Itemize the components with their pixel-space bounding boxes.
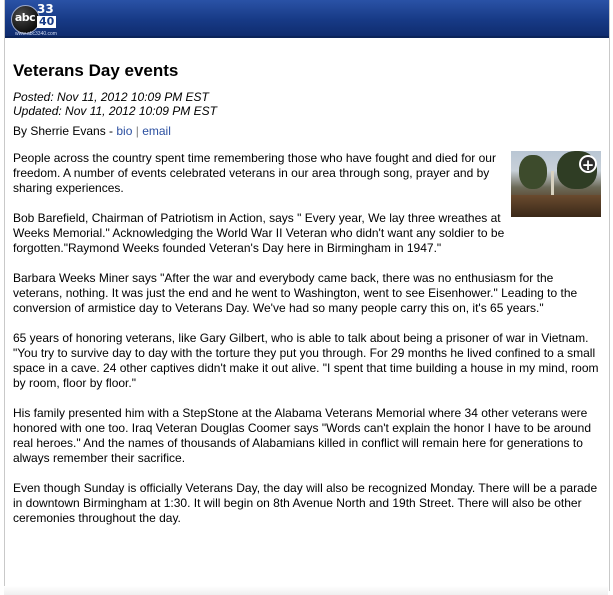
article-paragraph: People across the country spent time remembering those who have fought and died for our freedom. A number of events celebrated veterans in our area through song, prayer and by sharing experiences.: [13, 151, 496, 195]
station-logo[interactable]: [11, 2, 59, 36]
article-photo[interactable]: [511, 151, 601, 217]
byline: [13, 124, 601, 139]
byline-separator: |: [135, 124, 139, 138]
logo-abc-text: abc: [14, 11, 36, 24]
photo-tree: [519, 155, 547, 189]
article-paragraph: 65 years of honoring veterans, like Gary Gilbert, who is able to talk about being a prisoner of war in Vietnam. "You try to survive day to day with the torture they put you through. For 29 months he lived confined to a small space in a cave. 24 other captives didn't make it out alive. "I spent that time building a house in my mind, room by room, floor by floor.": [13, 331, 599, 390]
photo-ground: [511, 195, 601, 217]
article-paragraph: Bob Barefield, Chairman of Patriotism in Action, says " Every year, We lay three wreathes at Weeks Memorial." Acknowledging the World War II Veteran who didn't want any soldier to be forgotten."Raymond Weeks founded Veteran's Day here in Birmingham in 1947.": [13, 211, 505, 255]
logo-url: www.abc3340.com: [15, 31, 57, 37]
page-bottom-shadow: [4, 586, 608, 595]
article-title: Veterans Day events: [13, 61, 179, 80]
page-frame: [4, 0, 610, 591]
posted-date: Posted: Nov 11, 2012 10:09 PM EST: [13, 90, 209, 104]
email-link[interactable]: email: [142, 124, 171, 138]
article-dates: [13, 90, 601, 118]
logo-channel-40: 40: [39, 15, 55, 28]
bio-link[interactable]: bio: [116, 124, 133, 138]
article-paragraph: Barbara Weeks Miner says "After the war and everybody came back, there was no enthusiasm for the veterans, nothing. It was just the end and he went to Washington, went to see Eisenhower." Leading to the conversion of armistice day to Veterans Day. We've had so many people carry this on, it's 65 years.": [13, 271, 578, 315]
site-header: [5, 0, 609, 38]
article-body: [13, 151, 601, 526]
article-paragraph: His family presented him with a StepStone at the Alabama Veterans Memorial where 34 other veterans were honored with one too. Iraq Veteran Douglas Coomer says "Words can't explain the honor I have to be around real heroes." And the names of thousands of Alabamians killed in conflict will remain here for generations to always remember their sacrifice.: [13, 406, 592, 465]
updated-date: Updated: Nov 11, 2012 10:09 PM EST: [13, 104, 217, 118]
zoom-in-icon[interactable]: +: [579, 155, 597, 173]
byline-author: By Sherrie Evans -: [13, 124, 117, 138]
logo-channel-33: 33: [37, 2, 54, 16]
article-paragraph: Even though Sunday is officially Veterans Day, the day will also be recognized Monday. There will be a parade in downtown Birmingham at 1:30. It will begin on 8th Avenue North and 19th Street. There will also be other ceremonies throughout the day.: [13, 481, 598, 525]
article-content: [13, 60, 601, 541]
